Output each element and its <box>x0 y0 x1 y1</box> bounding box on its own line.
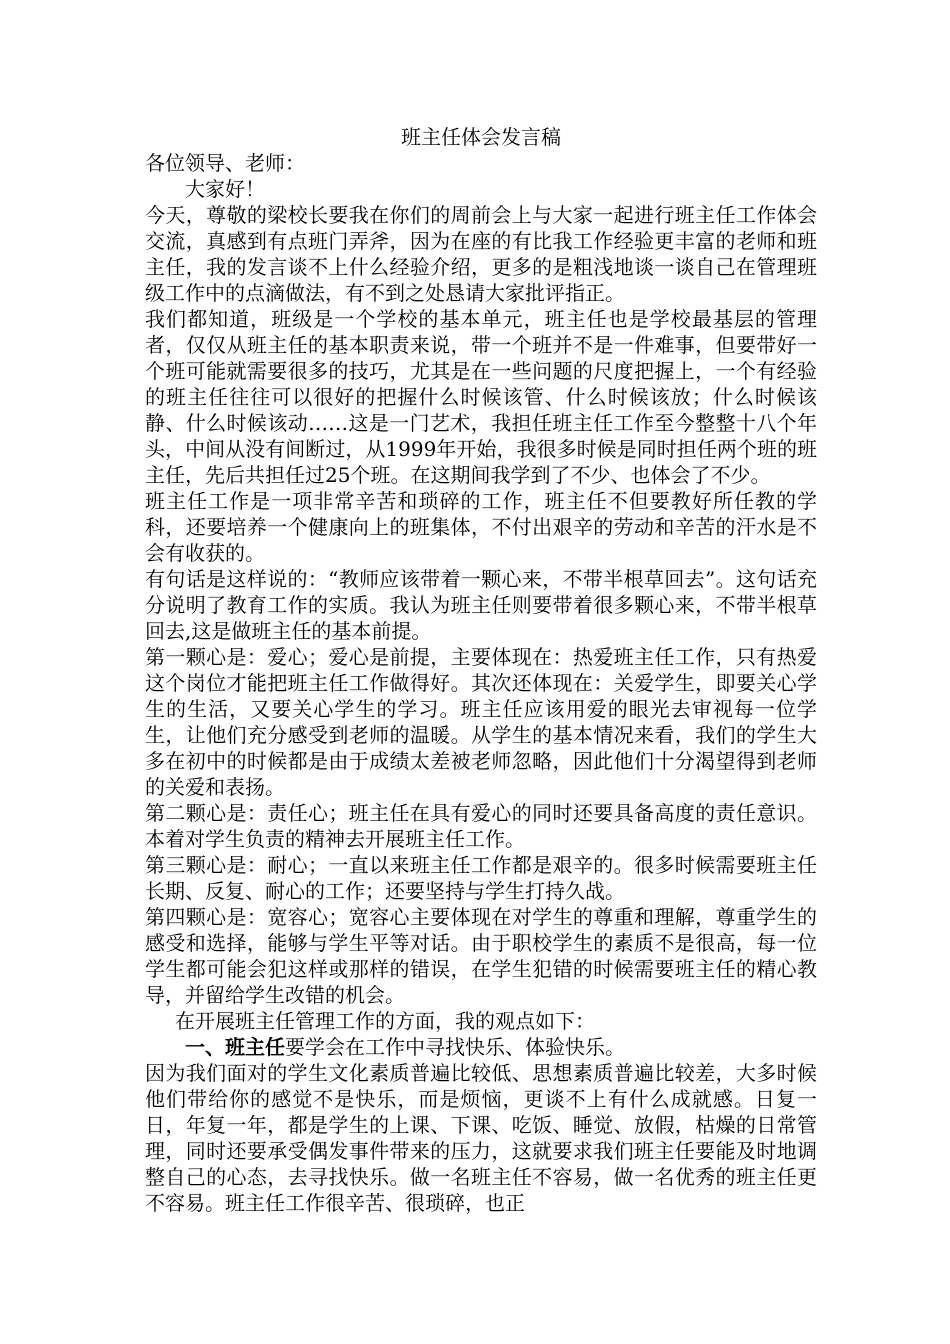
section-1-heading-rest: 要学会在工作中寻找快乐、体验快乐。 <box>285 1035 625 1059</box>
section-1-heading <box>145 1034 817 1060</box>
salutation: 各位领导、老师： <box>145 151 305 175</box>
viewpoint-intro: 在开展班主任管理工作的方面，我的观点如下： <box>175 1009 595 1033</box>
paragraph-heart-1: 第一颗心是：爱心；爱心是前提，主要体现在：热爱班主任工作，只有热爱这个岗位才能把班主任工作做得好。其次还体现在：关爱学生，即要关心学生的生活，又要关心学生的学习。班主任应该用爱的眼光去审视每一位学生，让他们充分感受到老师的温暖。从学生的基本情况来看，我们的学生大多在初中的时候都是由于成绩太差被老师忽略，因此他们十分渴望得到老师的关爱和表扬。 <box>145 645 817 799</box>
document-page <box>145 124 817 1216</box>
paragraph-heart-2: 第二颗心是：责任心；班主任在具有爱心的同时还要具备高度的责任意识。本着对学生负责的精神去开展班主任工作。 <box>145 801 817 851</box>
greeting: 大家好！ <box>185 177 265 201</box>
document-title: 班主任体会发言稿 <box>401 125 561 149</box>
section-1-heading-bold: 一、班主任 <box>185 1035 285 1059</box>
paragraph-heart-3: 第三颗心是：耐心；一直以来班主任工作都是艰辛的。很多时候需要班主任长期、反复、耐心的工作；还要坚持与学生打持久战。 <box>145 853 817 903</box>
paragraph-final: 因为我们面对的学生文化素质普遍比较低、思想素质普遍比较差，大多时候他们带给你的感觉不是快乐，而是烦恼，更谈不上有什么成就感。日复一日，年复一年，都是学生的上课、下课、吃饭、睡觉、放假，枯燥的日常管理，同时还要承受偶发事件带来的压力，这就要求我们班主任要能及时地调整自己的心态，去寻找快乐。做一名班主任不容易，做一名优秀的班主任更不容易。班主任工作很辛苦、很琐碎，也正 <box>145 1061 817 1215</box>
paragraph-intro: 今天，尊敬的梁校长要我在你们的周前会上与大家一起进行班主任工作体会交流，真感到有点班门弄斧，因为在座的有比我工作经验更丰富的老师和班主任，我的发言谈不上什么经验介绍，更多的是粗浅地谈一谈自己在管理班级工作中的点滴做法，有不到之处恳请大家批评指正。 <box>145 203 817 305</box>
paragraph-heart-4: 第四颗心是：宽容心；宽容心主要体现在对学生的尊重和理解，尊重学生的感受和选择，能够与学生平等对话。由于职校学生的素质不是很高，每一位学生都可能会犯这样或那样的错误，在学生犯错的时候需要班主任的精心教导，并留给学生改错的机会。 <box>145 905 817 1007</box>
paragraph-class-unit: 我们都知道，班级是一个学校的基本单元，班主任也是学校最基层的管理者，仅仅从班主任的基本职责来说，带一个班并不是一件难事，但要带好一个班可能就需要很多的技巧，尤其是在一些问题的尺度把握上，一个有经验的班主任往往可以很好的把握什么时候该管、什么时候该放；什么时候该静、什么时候该动……这是一门艺术，我担任班主任工作至今整整十八个年头，中间从没有间断过，从1999年开始，我很多时候是同时担任两个班的班主任，先后共担任过25个班。在这期间我学到了不少、也体会了不少。 <box>145 307 817 487</box>
paragraph-quote: 有句话是这样说的：“教师应该带着一颗心来，不带半根草回去”。这句话充分说明了教育工作的实质。我认为班主任则要带着很多颗心来，不带半根草回去,这是做班主任的基本前提。 <box>145 567 817 643</box>
paragraph-hard-work: 班主任工作是一项非常辛苦和琐碎的工作，班主任不但要教好所任教的学科，还要培养一个健康向上的班集体，不付出艰辛的劳动和辛苦的汗水是不会有收获的。 <box>145 489 817 565</box>
